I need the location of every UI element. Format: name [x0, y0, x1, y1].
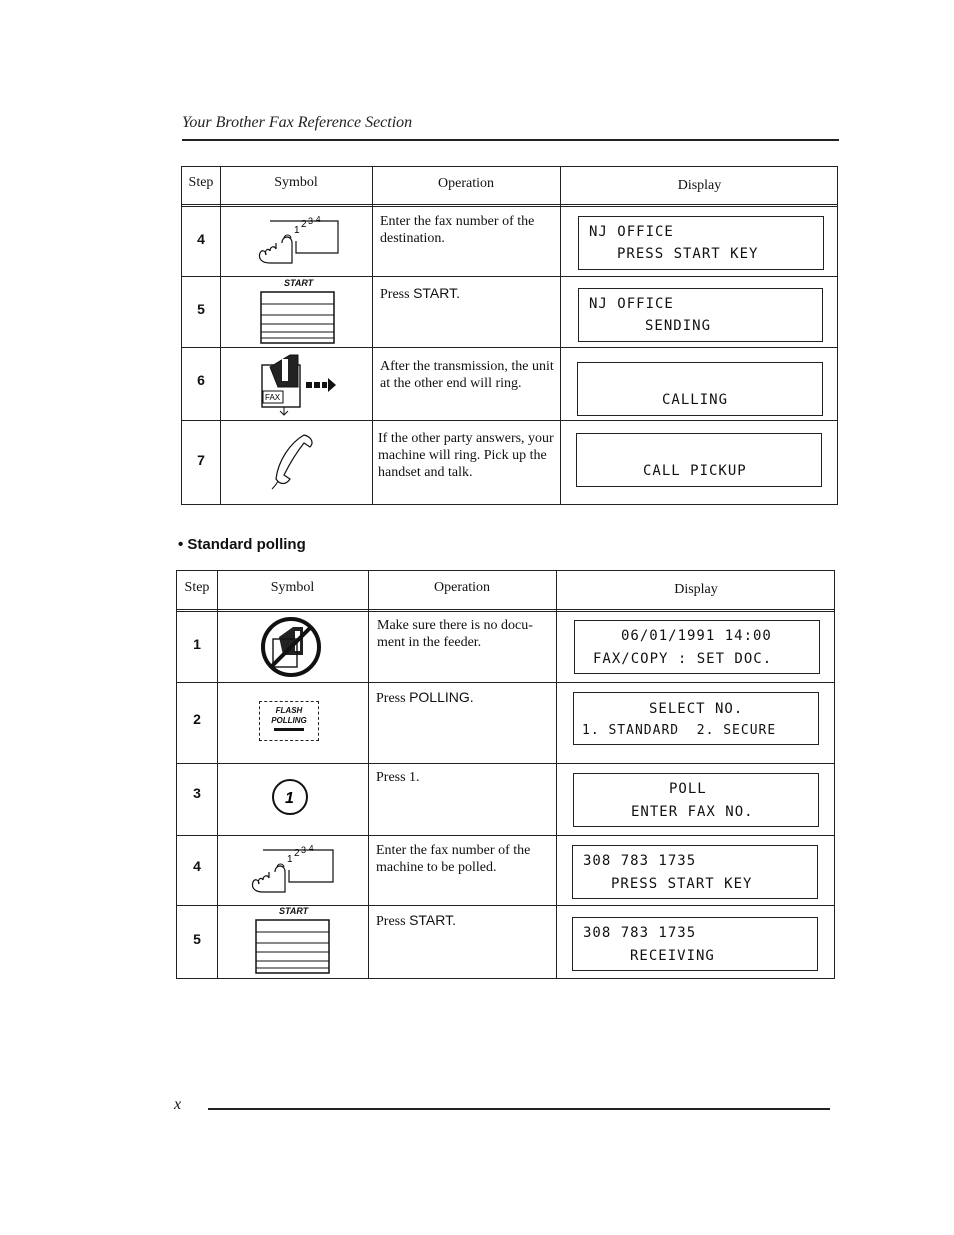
- lcd-line-1: 308 783 1735: [583, 853, 697, 869]
- start-key-icon: [260, 291, 336, 345]
- section-heading-standard-polling: • Standard polling: [178, 536, 306, 553]
- step-number: 3: [193, 785, 201, 801]
- lcd-line-1: NJ OFFICE: [589, 296, 674, 312]
- operation-text: [376, 689, 552, 707]
- lcd-line-2: FAX/COPY : SET DOC.: [593, 651, 773, 667]
- no-document-icon: [259, 615, 323, 679]
- lcd-line-2: SENDING: [645, 318, 712, 334]
- handset-icon: [270, 431, 320, 491]
- header-symbol: Symbol: [274, 175, 318, 190]
- lcd-display: [573, 692, 819, 745]
- step-number: 5: [197, 301, 205, 317]
- start-key-label: START.: [413, 285, 460, 301]
- step-number: 7: [197, 452, 205, 468]
- lcd-display: [572, 845, 818, 899]
- operation-prefix: Press: [380, 287, 414, 302]
- fax-label: FAX: [265, 393, 281, 402]
- step-number: 1: [193, 636, 201, 652]
- header-step: Step: [184, 580, 210, 595]
- lcd-display: [577, 362, 823, 416]
- one-key-label: 1: [285, 790, 294, 807]
- operation-text: Press 1.: [376, 770, 420, 785]
- operation-table-polling: [176, 570, 835, 979]
- lcd-display: [573, 773, 819, 827]
- lcd-line-1: SELECT NO.: [649, 701, 744, 717]
- start-key-caption: START: [279, 906, 309, 916]
- one-key-icon: [271, 777, 309, 817]
- step-number: 6: [197, 372, 205, 388]
- header-symbol: Symbol: [270, 580, 315, 595]
- header-operation: Operation: [438, 176, 494, 191]
- svg-text:4: 4: [309, 844, 314, 853]
- lcd-line-2: RECEIVING: [630, 948, 715, 964]
- operation-text: After the transmission, the unit at the other end will ring.: [380, 359, 554, 391]
- svg-text:2: 2: [294, 848, 300, 859]
- flash-label: FLASH: [275, 706, 303, 715]
- fax-send-icon: [260, 353, 342, 417]
- operation-text: Make sure there is no docu-ment in the feeder.: [377, 618, 533, 650]
- operation-prefix: Press: [376, 691, 410, 706]
- step-number: 5: [193, 931, 201, 947]
- operation-text: [380, 285, 555, 303]
- lcd-line-1: 308 783 1735: [583, 925, 697, 941]
- operation-text: Enter the fax number of the machine to be polled.: [376, 843, 531, 875]
- lcd-line-2: 1. STANDARD 2. SECURE: [582, 723, 777, 738]
- dial-keypad-icon: [245, 842, 335, 900]
- svg-text:4: 4: [316, 215, 321, 224]
- lcd-display: [578, 288, 823, 342]
- svg-text:1: 1: [287, 854, 293, 865]
- dial-keypad-icon: [252, 213, 342, 271]
- svg-text:1: 1: [294, 225, 300, 236]
- svg-text:3: 3: [308, 216, 314, 226]
- start-key-icon: [255, 919, 331, 975]
- lcd-line-2: PRESS START KEY: [611, 876, 753, 892]
- operation-prefix: Press: [376, 914, 410, 929]
- svg-text:3: 3: [301, 845, 307, 855]
- step-number: 4: [197, 231, 205, 247]
- lcd-line-2: PRESS START KEY: [617, 246, 759, 262]
- operation-table-sending: [181, 166, 838, 505]
- page-number: x: [174, 1096, 182, 1113]
- lcd-line-1: POLL: [669, 781, 707, 797]
- polling-label: POLLING: [271, 716, 307, 725]
- lcd-display: [574, 620, 820, 674]
- header-rule: [182, 139, 839, 141]
- header-display: Display: [677, 178, 722, 193]
- lcd-display: [578, 216, 824, 270]
- lcd-line-2: CALLING: [662, 392, 729, 408]
- operation-text: If the other party answers, your machine will ring. Pick up the handset and talk.: [378, 431, 554, 480]
- polling-key-label: POLLING.: [409, 689, 474, 705]
- header-step: Step: [188, 175, 214, 190]
- svg-text:2: 2: [301, 219, 307, 230]
- operation-text: [376, 912, 552, 930]
- operation-text: Enter the fax number of the destination.: [380, 214, 535, 246]
- step-number: 2: [193, 711, 201, 727]
- lcd-line-1: NJ OFFICE: [589, 224, 674, 240]
- step-number: 4: [193, 858, 201, 874]
- start-key-caption: START: [284, 278, 314, 288]
- lcd-display: [576, 433, 822, 487]
- lcd-display: [572, 917, 818, 971]
- lcd-line-2: ENTER FAX NO.: [631, 804, 754, 820]
- lcd-line-1: 06/01/1991 14:00: [621, 628, 772, 644]
- header-display: Display: [674, 582, 718, 597]
- flash-polling-key-icon: [259, 701, 319, 741]
- header-operation: Operation: [434, 580, 490, 595]
- running-head: Your Brother Fax Reference Section: [182, 114, 413, 131]
- lcd-line-2: CALL PICKUP: [643, 463, 747, 479]
- footer-rule: [208, 1108, 830, 1110]
- start-key-label: START.: [409, 912, 456, 928]
